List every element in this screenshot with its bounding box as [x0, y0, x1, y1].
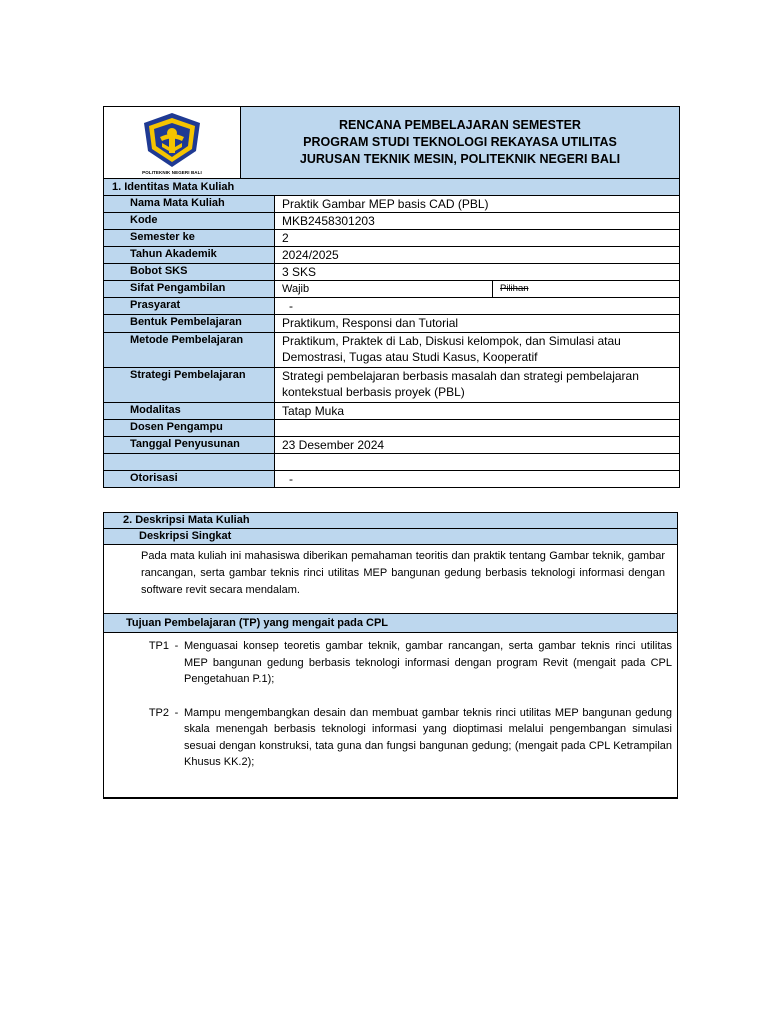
row-label: Kode [104, 213, 275, 229]
short-description-heading: Deskripsi Singkat [104, 529, 677, 545]
table-row [104, 471, 679, 487]
row-value: Praktikum, Responsi dan Tutorial [282, 316, 459, 330]
table-row [104, 315, 679, 333]
row-value: 3 SKS [282, 265, 317, 279]
table-row [104, 403, 679, 420]
title-line-3: JURUSAN TEKNIK MESIN, POLITEKNIK NEGERI BALI [299, 152, 621, 166]
title-line-2: PROGRAM STUDI TEKNOLOGI REKAYASA UTILITAS [303, 135, 617, 149]
table-row [104, 230, 679, 247]
table-row [104, 368, 679, 403]
row-label: Bentuk Pembelajaran [104, 315, 275, 332]
learning-objectives-heading: Tujuan Pembelajaran (TP) yang mengait pada CPL [104, 614, 677, 633]
row-value: - [289, 472, 293, 486]
title-line-1: RENCANA PEMBELAJARAN SEMESTER [339, 118, 581, 132]
course-description-table [103, 512, 678, 799]
row-label: Tanggal Penyusunan [104, 437, 275, 453]
objective-code: TP2 [148, 706, 169, 719]
table-row [104, 420, 679, 437]
document-title [241, 107, 679, 178]
table-row [104, 454, 679, 471]
table-row [104, 333, 679, 368]
section-1-heading: 1. Identitas Mata Kuliah [104, 179, 679, 196]
table-row [104, 196, 679, 213]
row-value: 2024/2025 [282, 248, 339, 262]
document-header [104, 107, 679, 179]
row-value [275, 454, 679, 470]
row-label: Prasyarat [104, 298, 275, 314]
table-row [104, 298, 679, 315]
list-item [104, 638, 672, 688]
option-pilihan: Pilihan [500, 283, 529, 294]
row-value: 2 [282, 231, 289, 245]
pnb-emblem-icon [140, 111, 204, 169]
objective-text: Mampu mengembangkan desain dan membuat gambar teknis rinci utilitas MEP bangunan gedung skala menengah berbasis teknologi informasi yang dioptimasi melalui pengembangan simulasi sesuai dengan konstruksi, tata guna dan fungsi bangunan gedung; (mengait pada CPL Ketrampilan Khusus KK.2); [184, 706, 672, 768]
row-label: Strategi Pembelajaran [104, 368, 275, 402]
row-value: Praktik Gambar MEP basis CAD (PBL) [282, 197, 489, 211]
learning-objectives-list [104, 633, 677, 797]
row-label: Modalitas [104, 403, 275, 419]
row-value: - [289, 299, 293, 313]
option-wajib: Wajib [275, 281, 493, 297]
objective-dash: - [174, 640, 179, 652]
objective-text: Menguasai konsep teoretis gambar teknik, gambar rancangan, serta gambar teknis rinci utilitas MEP bangunan gedung berbasis teknologi informasi dengan program Revit (mengait pada CPL Pengetahuan P.1); [184, 640, 672, 685]
section-2-heading: 2. Deskripsi Mata Kuliah [104, 513, 677, 529]
row-label: Bobot SKS [104, 264, 275, 280]
row-label [104, 454, 275, 470]
row-label: Dosen Pengampu [104, 420, 275, 436]
table-row [104, 247, 679, 264]
institution-logo [104, 107, 241, 178]
row-value [275, 281, 679, 297]
row-label: Nama Mata Kuliah [104, 196, 275, 212]
row-value: Praktikum, Praktek di Lab, Diskusi kelompok, dan Simulasi atau Demostrasi, Tugas atau Studi Kasus, Kooperatif [282, 334, 621, 364]
table-row [104, 281, 679, 298]
list-item [104, 705, 672, 771]
row-label: Sifat Pengambilan [104, 281, 275, 297]
row-label: Semester ke [104, 230, 275, 246]
row-value: Tatap Muka [282, 404, 345, 418]
course-identity-table [103, 106, 680, 488]
objective-code: TP1 [148, 640, 169, 652]
logo-caption: POLITEKNIK NEGERI BALI [142, 169, 202, 175]
row-value [275, 420, 679, 436]
row-value: MKB2458301203 [282, 214, 375, 228]
row-value: 23 Desember 2024 [282, 438, 385, 452]
objective-dash: - [174, 706, 179, 719]
table-row [104, 437, 679, 454]
row-value: Strategi pembelajaran berbasis masalah dan strategi pembelajaran kontekstual berbasis proyek (PBL) [282, 369, 639, 399]
short-description-text: Pada mata kuliah ini mahasiswa diberikan pemahaman teoritis dan praktik tentang Gambar teknik, gambar rancangan, serta gambar teknis rinci utilitas MEP bangunan gedung berbasis teknologi informasi dengan software revit secara mendalam. [104, 545, 677, 614]
row-label: Tahun Akademik [104, 247, 275, 263]
table-row [104, 213, 679, 230]
row-label: Otorisasi [104, 471, 275, 487]
table-row [104, 264, 679, 281]
row-label: Metode Pembelajaran [104, 333, 275, 367]
